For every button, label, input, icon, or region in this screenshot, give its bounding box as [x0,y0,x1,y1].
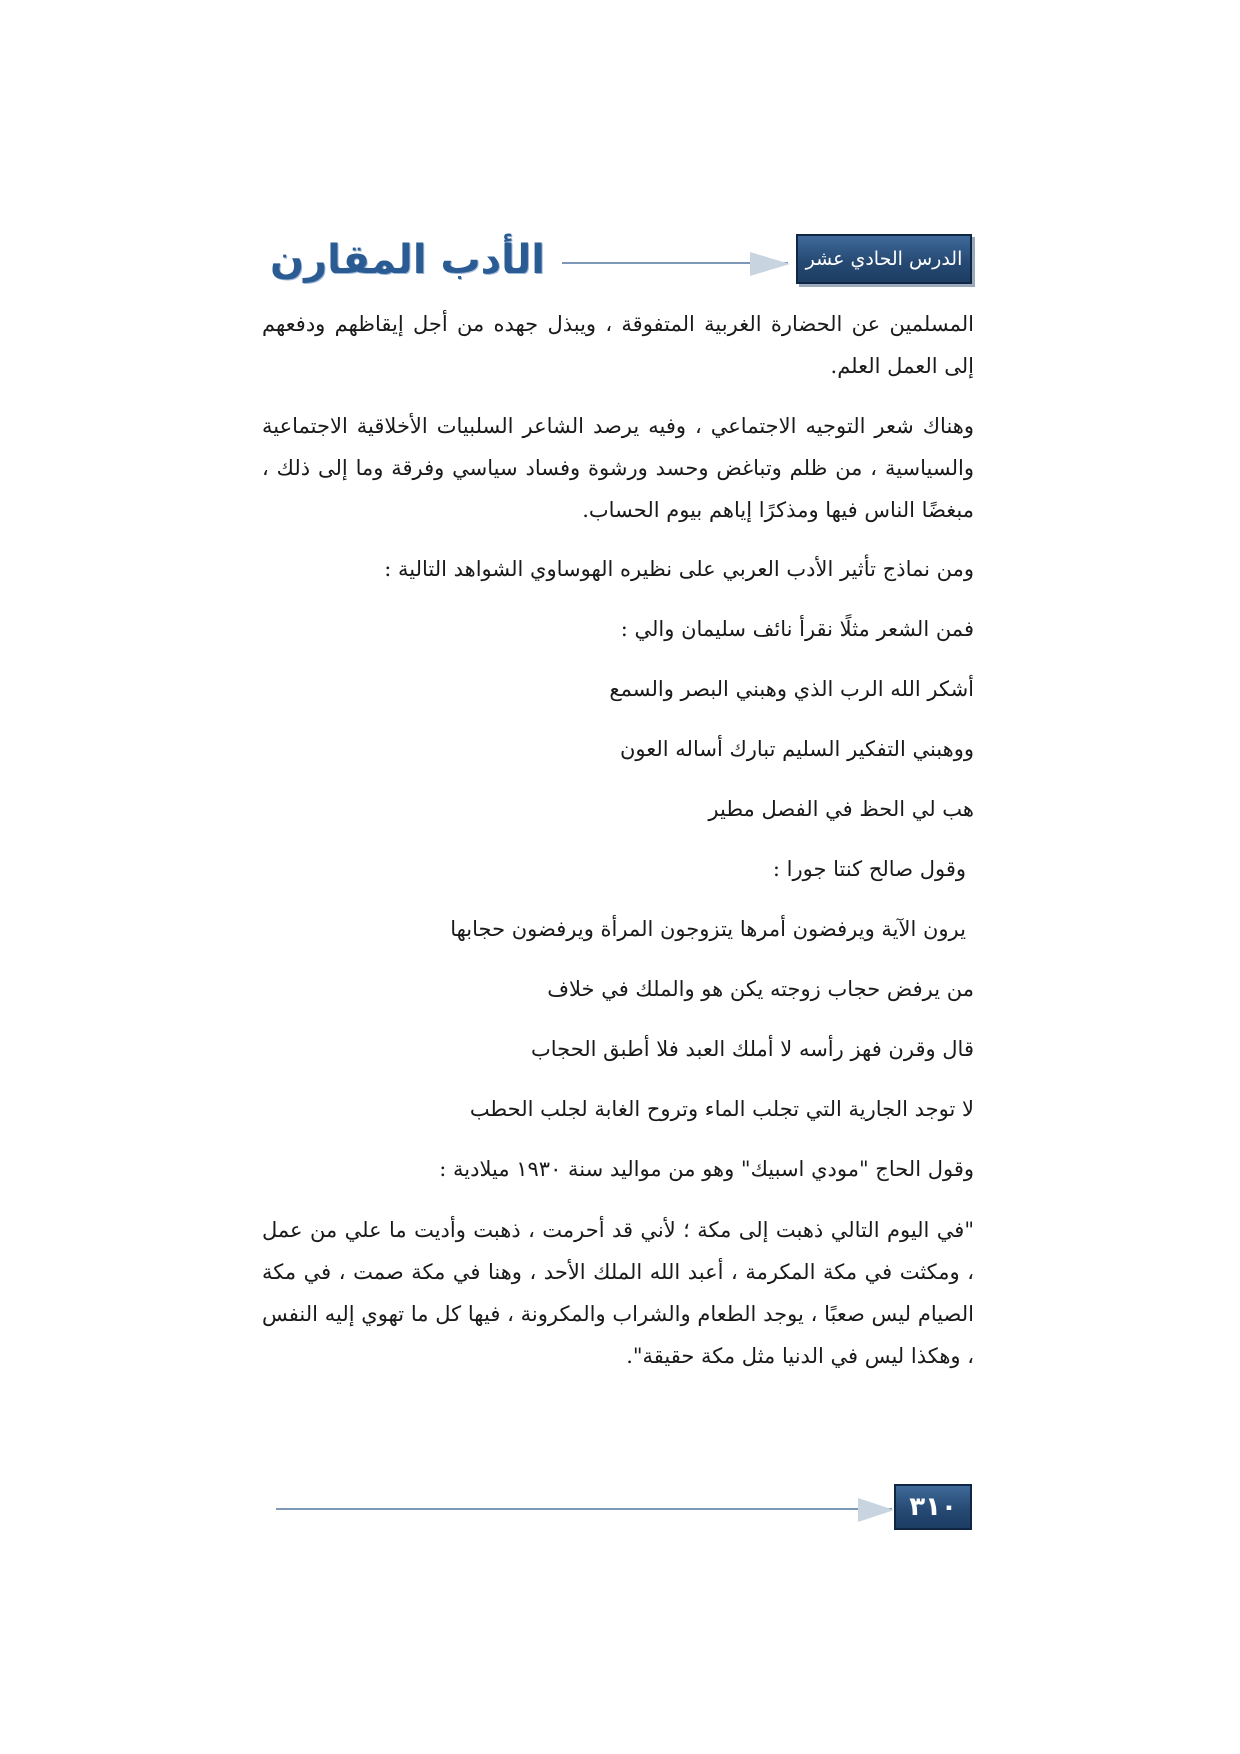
verse-7: لا توجد الجارية التي تجلب الماء وتروح الغابة لجلب الحطب [469,1097,974,1121]
paragraph-5: وقول صالح كنتا جورا : [772,857,966,881]
verse-2: ووهبني التفكير السليم تبارك أساله العون [619,737,974,761]
paragraph-1: المسلمين عن الحضارة الغربية المتفوقة ، ويبذل جهده من أجل إيقاظهم ودفعهم إلى العمل العلم. [262,312,974,378]
page-number: ٣١٠ [894,1484,972,1530]
paragraph-4: فمن الشعر مثلًا نقرأ نائف سليمان والي : [620,617,974,641]
paragraph-2: وهناك شعر التوجيه الاجتماعي ، وفيه يرصد الشاعر السلبيات الأخلاقية الاجتماعية والسياسية ، من ظلم وتباغض وحسد ورشوة وفساد سياسي وفرقة وما إلى ذلك ، مبغضًا الناس فيها ومذكرًا إياهم بيوم الحساب. [262,414,974,522]
quote-paragraph: "في اليوم التالي ذهبت إلى مكة ؛ لأني قد أحرمت ، ذهبت وأديت ما علي من عمل ، ومكثت في مكة المكرمة ، أعبد الله الملك الأحد ، وهنا في مكة صمت ، في مكة الصيام ليس صعبًا ، يوجد الطعام والشراب والمكرونة ، فيها كل ما تهوي إليه النفس ، وهكذا ليس في الدنيا مثل مكة حقيقة". [262,1218,974,1368]
verse-3: هب لي الحظ في الفصل مطير [708,797,974,821]
verse-1: أشكر الله الرب الذي وهبني البصر والسمع [609,677,974,701]
paragraph-6: وقول الحاج "مودي اسبيك" وهو من مواليد سنة ١٩٣٠ ميلادية : [439,1157,974,1181]
footer-rule [276,1508,892,1510]
verse-6: قال وقرن فهز رأسه لا أملك العبد فلا أطبق الحجاب [530,1037,974,1061]
book-title: الأدب المقارن [270,237,545,283]
page-header [270,232,972,288]
verse-4: يرون الآية ويرفضون أمرها يتزوجون المرأة ويرفضون حجابها [450,917,966,941]
header-rule-wedge [750,252,790,276]
paragraph-3: ومن نماذج تأثير الأدب العربي على نظيره الهوساوي الشواهد التالية : [384,557,974,581]
verse-5: من يرفض حجاب زوجته يكن هو والملك في خلاف [547,977,974,1001]
page-footer [276,1484,972,1534]
lesson-badge: الدرس الحادي عشر [796,234,972,284]
footer-rule-wedge [858,1498,894,1522]
page-body [262,303,974,1395]
